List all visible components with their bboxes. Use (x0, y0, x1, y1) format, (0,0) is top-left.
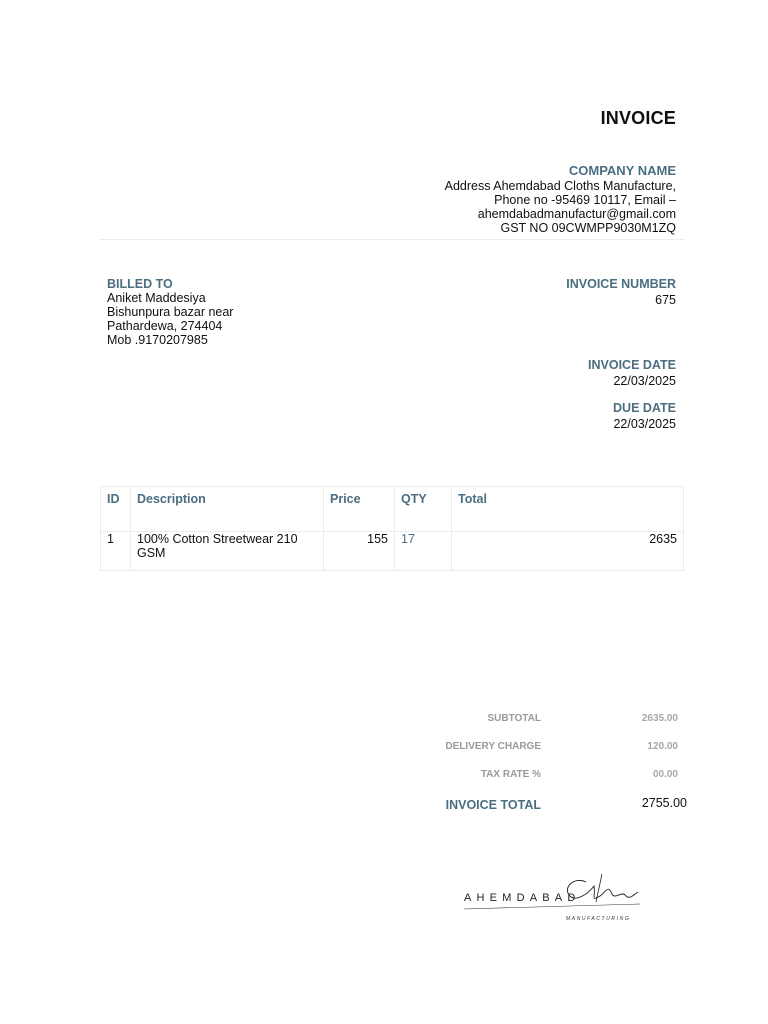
billed-to (107, 277, 233, 347)
billed-to-label: BILLED TO (107, 277, 173, 291)
header-divider (100, 239, 684, 240)
tax-rate-value: 00.00 (652, 769, 678, 780)
logo-script-flourish (596, 874, 602, 902)
invoice-number-value: 675 (655, 293, 676, 307)
billed-to-name: Aniket Maddesiya (107, 291, 206, 305)
invoice-number-label: INVOICE NUMBER (566, 277, 676, 291)
header-description: Description (131, 487, 324, 532)
row-description: 100% Cotton Streetwear 210 GSM (131, 532, 324, 571)
header-qty: QTY (395, 487, 452, 532)
subtotal-value: 2635.00 (641, 713, 678, 724)
row-total: 2635 (452, 532, 684, 571)
logo-wordmark: AHEMDABAD (464, 892, 581, 904)
row-id: 1 (101, 532, 131, 571)
invoice-date-label: INVOICE DATE (588, 358, 676, 372)
invoice-date-block (588, 358, 676, 388)
logo-underline (464, 904, 640, 909)
tax-rate-label: TAX RATE % (480, 769, 541, 780)
invoice-total-label: INVOICE TOTAL (445, 798, 541, 812)
company-info (445, 163, 676, 235)
due-date-block (613, 401, 676, 431)
company-phone: Phone no -95469 10117, Email – (494, 193, 676, 207)
header-id: ID (101, 487, 131, 532)
company-email: ahemdabadmanufactur@gmail.com (477, 207, 676, 221)
table-row (101, 532, 684, 571)
due-date-label: DUE DATE (613, 401, 676, 415)
invoice-number-block (566, 277, 676, 307)
invoice-date-value: 22/03/2025 (613, 374, 676, 388)
billed-to-mobile: Mob .9170207985 (107, 333, 208, 347)
logo-tagline: MANUFACTURING (566, 916, 631, 922)
delivery-charge-label: DELIVERY CHARGE (445, 741, 541, 752)
company-name: COMPANY NAME (568, 163, 676, 178)
row-qty: 17 (395, 532, 452, 571)
company-logo (462, 866, 646, 926)
invoice-title: INVOICE (600, 108, 676, 128)
company-address: Address Ahemdabad Cloths Manufacture, (444, 179, 676, 193)
header-total: Total (452, 487, 684, 532)
line-items-table (100, 486, 684, 571)
billed-to-address-1: Bishunpura bazar near (107, 305, 234, 319)
invoice-total-value: 2755.00 (641, 796, 687, 810)
subtotal-label: SUBTOTAL (487, 713, 541, 724)
company-gst: GST NO 09CWMPP9030M1ZQ (500, 221, 676, 235)
header-price: Price (324, 487, 395, 532)
due-date-value: 22/03/2025 (613, 417, 676, 431)
billed-to-address-2: Pathardewa, 274404 (107, 319, 223, 333)
row-price: 155 (324, 532, 395, 571)
delivery-charge-value: 120.00 (647, 741, 678, 752)
table-header-row (101, 487, 684, 532)
